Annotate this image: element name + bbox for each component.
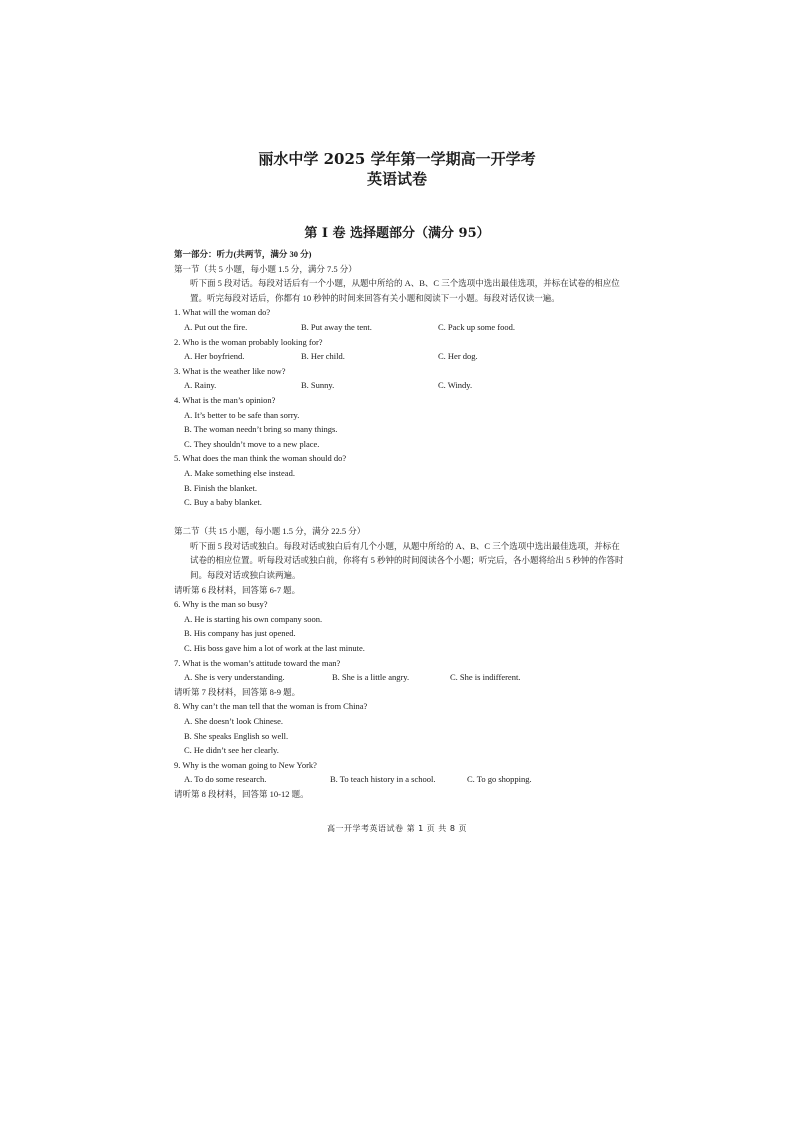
question-options xyxy=(174,378,628,393)
option-c: C. She is indifferent. xyxy=(450,672,521,683)
question-stem: 5. What does the man think the woman should do? xyxy=(174,453,347,464)
option-a: A. Put out the fire. xyxy=(184,321,248,332)
sec1-instructions: 听下面 5 段对话。每段对话后有一个小题，从题中所给的 A、B、C 三个选项中选出最佳选项，并标在试卷的相应位置。听完每段对话后，你都有 10 秒钟的时间来回答有关小题和阅读下一小题。每段对话仅读一遍。 xyxy=(190,278,620,303)
option-c: C. Buy a baby blanket. xyxy=(184,497,262,508)
option-a: A. Her boyfriend. xyxy=(184,351,245,362)
option-b: B. Put away the tent. xyxy=(301,321,372,332)
part1-heading: 第一部分：听力(共两节，满分 30 分) xyxy=(174,249,312,259)
option-b: B. She speaks English so well. xyxy=(184,730,289,741)
sec2-instructions: 听下面 5 段对话或独白。每段对话或独白后有几个小题，从题中所给的 A、B、C 三个选项中选出最佳选项，并标在试卷的相应位置。听每段对话或独白前，你将有 5 秒钟的时间阅读各个小题；听完后，各小题将给出 5 秒钟的作答时间。每段对话或独白读两遍。 xyxy=(190,540,624,581)
option-c: C. He didn’t see her clearly. xyxy=(184,745,279,756)
option-a: A. Rainy. xyxy=(184,380,217,391)
question-options xyxy=(174,320,628,335)
material-note: 请听第 8 段材料，回答第 10-12 题。 xyxy=(174,788,309,799)
exam-content xyxy=(174,247,628,802)
sec1-heading: 第一节（共 5 小题，每小题 1.5 分，满分 7.5 分） xyxy=(174,263,357,274)
question-options xyxy=(174,349,628,364)
option-a: A. Make something else instead. xyxy=(184,467,295,478)
question-options xyxy=(174,772,628,787)
material-note: 请听第 7 段材料，回答第 8-9 题。 xyxy=(174,686,301,697)
section-title: 第 I 卷 选择题部分（满分 95） xyxy=(304,226,490,241)
option-b: B. To teach history in a school. xyxy=(330,774,436,785)
option-c: C. Windy. xyxy=(438,380,473,391)
question-stem: 7. What is the woman’s attitude toward the man? xyxy=(174,657,341,668)
question-stem: 3. What is the weather like now? xyxy=(174,365,286,376)
question-stem: 8. Why can’t the man tell that the woman is from China? xyxy=(174,701,368,712)
question-stem: 1. What will the woman do? xyxy=(174,307,271,318)
option-a: A. To do some research. xyxy=(184,774,267,785)
option-a: A. He is starting his own company soon. xyxy=(184,613,323,624)
exam-subject: 英语试卷 xyxy=(366,170,427,188)
option-a: A. It’s better to be safe than sorry. xyxy=(184,409,300,420)
option-b: B. Her child. xyxy=(301,351,345,362)
option-c: C. Her dog. xyxy=(438,351,478,362)
option-a: A. She doesn’t look Chinese. xyxy=(184,716,284,726)
question-stem: 9. Why is the woman going to New York? xyxy=(174,759,317,770)
material-note: 请听第 6 段材料，回答第 6-7 题。 xyxy=(174,584,301,595)
option-a: A. She is very understanding. xyxy=(184,672,285,683)
option-c: C. Pack up some food. xyxy=(438,321,515,332)
option-b: B. Sunny. xyxy=(301,380,335,391)
question-stem: 4. What is the man’s opinion? xyxy=(174,394,276,405)
exam-title: 丽水中学 2025 学年第一学期高一开学考 xyxy=(258,150,536,168)
question-stem: 2. Who is the woman probably looking for? xyxy=(174,336,323,347)
option-c: C. To go shopping. xyxy=(467,774,532,785)
spacer xyxy=(174,510,628,525)
option-c: C. They shouldn’t move to a new place. xyxy=(184,438,320,449)
option-b: B. Finish the blanket. xyxy=(184,482,257,493)
question-options xyxy=(174,670,628,685)
option-b: B. His company has just opened. xyxy=(184,628,296,639)
question-stem: 6. Why is the man so busy? xyxy=(174,599,268,610)
page-footer: 高一开学考英语试卷 第 1 页 共 8 页 xyxy=(327,824,467,833)
sec2-heading: 第二节（共 15 小题，每小题 1.5 分，满分 22.5 分） xyxy=(174,526,366,537)
option-c: C. His boss gave him a lot of work at the last minute. xyxy=(184,643,365,654)
option-b: B. The woman needn’t bring so many things. xyxy=(184,424,338,435)
option-b: B. She is a little angry. xyxy=(332,672,410,683)
